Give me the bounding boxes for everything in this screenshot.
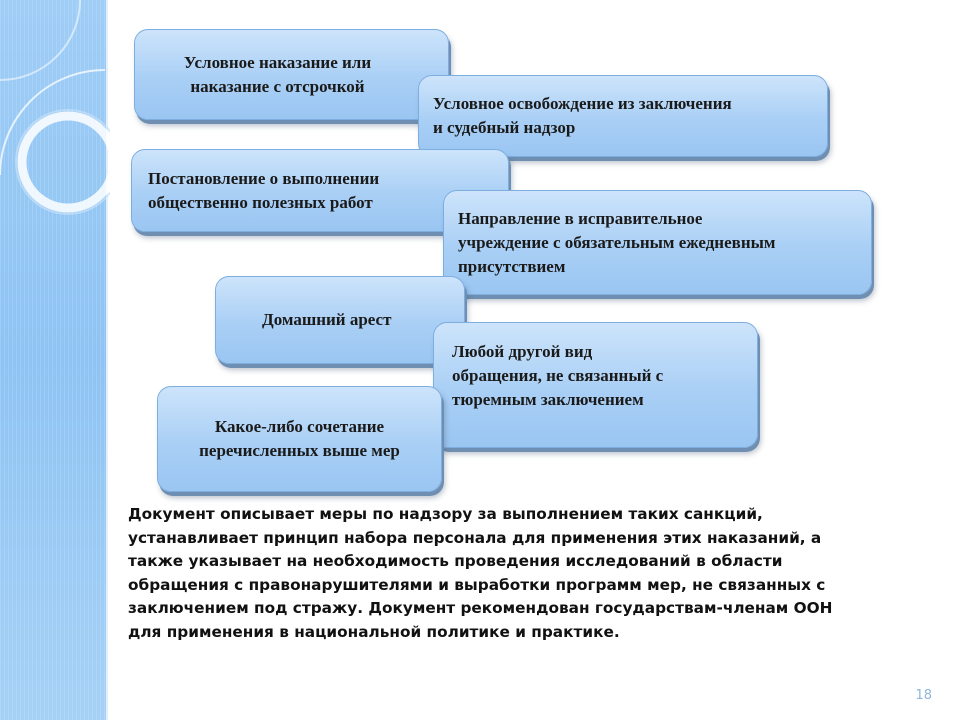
decorative-rings-icon: [0, 0, 110, 260]
conditional-release-box: [418, 75, 828, 157]
combination-label: Какое-либо сочетание перечисленных выше мер: [199, 417, 400, 460]
other-non-custodial-box: [433, 322, 758, 448]
correctional-facility-label: Направление в исправительное учреждение с обязательным ежедневным присутствием: [458, 208, 776, 276]
other-non-custodial-label: Любой другой вид обращения, не связанный с тюремным заключением: [452, 342, 664, 409]
house-arrest-box: [215, 276, 465, 364]
page-number: 18: [915, 688, 932, 703]
conditional-sentence-label: Условное наказание или наказание с отсрочкой: [183, 52, 372, 96]
conditional-sentence-box: [134, 29, 449, 120]
house-arrest-label: Домашний арест: [262, 310, 392, 329]
combination-box: [157, 386, 442, 492]
community-service-label: Постановление о выполнении общественно полезных работ: [148, 168, 380, 212]
conditional-release-label: Условное освобождение из заключения и судебный надзор: [433, 94, 732, 137]
correctional-facility-box: [443, 190, 872, 295]
description-text: Документ описывает меры по надзору за выполнением таких санкций, устанавливает принцип набора персонала для применения этих наказаний, а также указывает на необходимость проведения исследований в области обращения с правонарушителями и выработки программ мер, не связанных с заключением под стражу. Документ рекомендован государствам-членам ООН для применения в национальной политике и практике.: [128, 505, 833, 641]
